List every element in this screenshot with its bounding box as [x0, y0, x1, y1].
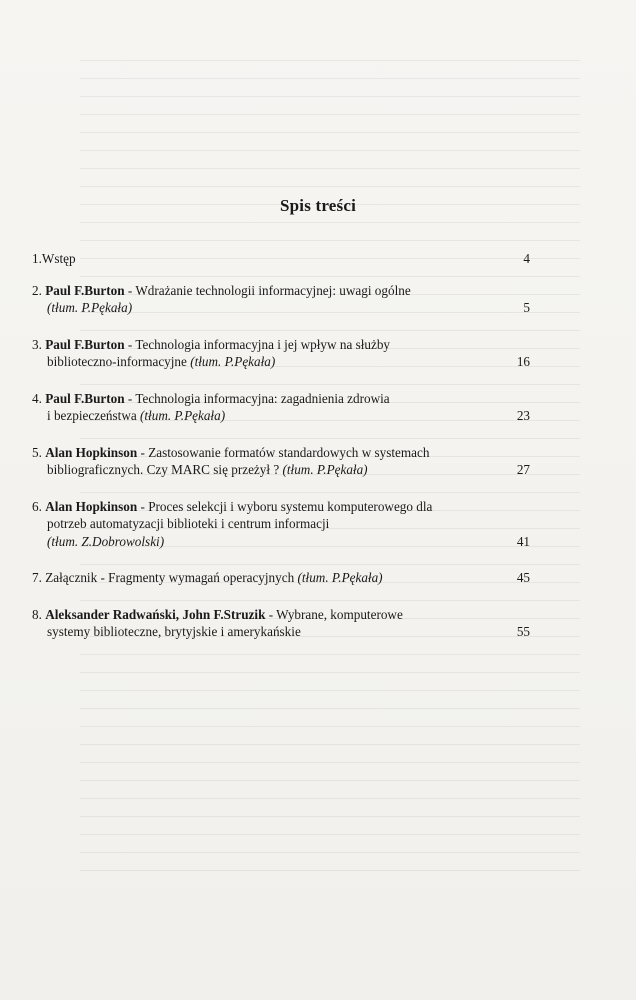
entry-author: Alan Hopkinson	[45, 444, 138, 460]
toc-entry	[32, 606, 530, 641]
entry-translator: (tłum. P.Pękała)	[297, 570, 383, 585]
toc-entry	[32, 390, 530, 425]
entry-translator: (tłum. P.Pękała)	[140, 408, 226, 423]
entry-translator: (tłum. Z.Dobrowolski)	[47, 533, 165, 549]
entry-page-number: 5	[523, 300, 530, 315]
entry-title: Wybrane, komputerowe	[276, 606, 403, 622]
entry-translator: (tłum. P.Pękała)	[47, 300, 133, 315]
entry-number: 1.	[32, 251, 42, 266]
entry-author: Aleksander Radwański, John F.Struzik	[45, 606, 266, 622]
entry-title: Technologia informacyjna i jej wpływ na służby	[135, 336, 391, 352]
entry-title: Wdrażanie technologii informacyjnej: uwagi ogólne	[135, 282, 411, 298]
entry-page-number: 4	[523, 251, 530, 266]
entry-author: Paul F.Burton	[45, 282, 125, 298]
table-of-contents	[32, 250, 530, 660]
entry-separator: -	[265, 606, 277, 622]
entry-author: Alan Hopkinson	[45, 498, 138, 514]
entry-title-continued: systemy biblioteczne, brytyjskie i amerykańskie	[47, 624, 301, 639]
entry-page-number: 23	[516, 408, 530, 423]
entry-title-continued: potrzeb automatyzacji biblioteki i centrum informacji	[47, 516, 330, 531]
entry-page-number: 41	[516, 533, 530, 549]
entry-number: 4.	[32, 390, 42, 406]
entry-separator: -	[137, 498, 149, 514]
entry-page-number: 45	[516, 570, 530, 585]
entry-number: 3.	[32, 336, 42, 352]
entry-separator: -	[124, 282, 136, 298]
entry-title-continued: biblioteczno-informacyjne	[47, 354, 187, 369]
entry-translator: (tłum. P.Pękała)	[282, 462, 368, 477]
entry-title: Załącznik - Fragmenty wymagań operacyjnych	[45, 570, 295, 585]
page-title: Spis treści	[279, 196, 357, 215]
entry-title-continued: i bezpieczeństwa	[47, 408, 137, 423]
toc-entry	[32, 444, 530, 479]
entry-page-number: 27	[516, 462, 530, 477]
toc-entry	[32, 250, 530, 268]
entry-number: 8.	[32, 606, 42, 622]
toc-entry	[32, 336, 530, 371]
entry-page-number: 16	[516, 354, 530, 369]
entry-number: 2.	[32, 282, 42, 298]
entry-number: 5.	[32, 444, 42, 460]
entry-translator: (tłum. P.Pękała)	[190, 354, 276, 369]
entry-separator: -	[137, 444, 149, 460]
entry-number: 6.	[32, 498, 42, 514]
toc-entry	[32, 498, 530, 551]
entry-author: Paul F.Burton	[45, 336, 125, 352]
entry-number: 7.	[32, 570, 42, 585]
entry-separator: -	[124, 390, 136, 406]
entry-title: Proces selekcji i wyboru systemu komputerowego dla	[148, 498, 433, 514]
entry-title-continued: bibliograficznych. Czy MARC się przeżył ?	[47, 462, 280, 477]
entry-title: Zastosowanie formatów standardowych w systemach	[148, 444, 430, 460]
entry-page-number: 55	[516, 624, 530, 639]
entry-author: Paul F.Burton	[45, 390, 125, 406]
toc-entry	[32, 569, 530, 587]
entry-title: Technologia informacyjna: zagadnienia zdrowia	[135, 390, 390, 406]
entry-title: Wstęp	[41, 251, 76, 266]
toc-entry	[32, 282, 530, 317]
entry-separator: -	[124, 336, 136, 352]
